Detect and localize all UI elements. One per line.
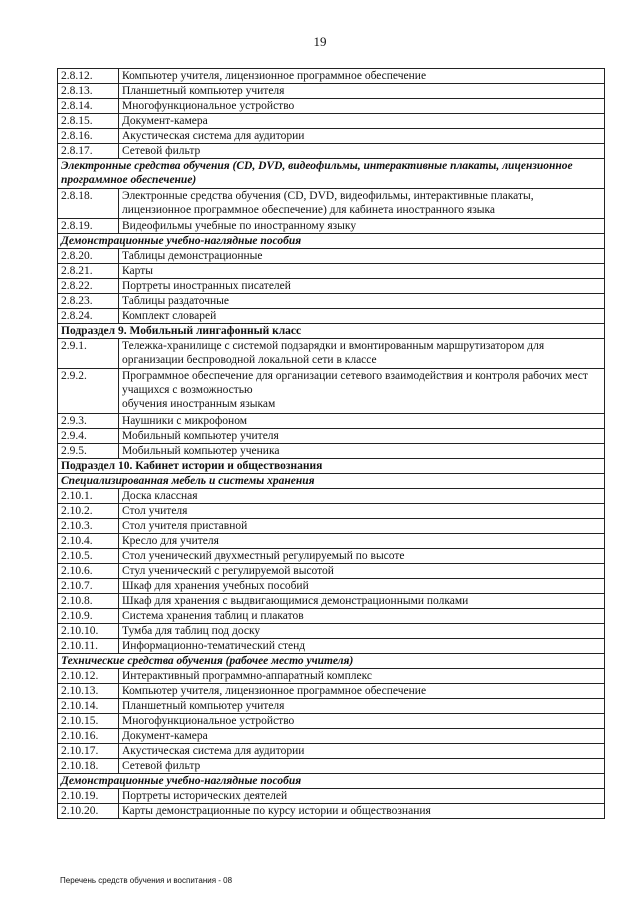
category-heading: Демонстрационные учебно-наглядные пособия [58,774,605,789]
item-text: Многофункциональное устройство [119,99,605,114]
item-text: Мобильный компьютер учителя [119,429,605,444]
item-code: 2.8.16. [58,129,119,144]
item-code: 2.10.17. [58,744,119,759]
subsection-heading: Подраздел 10. Кабинет истории и обществознания [58,459,605,474]
item-text: Компьютер учителя, лицензионное программное обеспечение [119,69,605,84]
item-text: Карты [119,264,605,279]
item-code: 2.8.18. [58,189,119,219]
item-text: Электронные средства обучения (CD, DVD, видеофильмы, интерактивные плакаты, лицензионное программное обеспечение) для кабинета иностранного языка [119,189,605,219]
item-text: Планшетный компьютер учителя [119,699,605,714]
item-code: 2.10.12. [58,669,119,684]
table-row [58,144,605,159]
item-text: Сетевой фильтр [119,759,605,774]
item-text: Портреты исторических деятелей [119,789,605,804]
item-code: 2.10.16. [58,729,119,744]
category-heading: Технические средства обучения (рабочее место учителя) [58,654,605,669]
item-code: 2.10.14. [58,699,119,714]
item-code: 2.10.2. [58,504,119,519]
item-text: Программное обеспечение для организации сетевого взаимодействия и контроля рабочих мест учащихся с возможностью обучения иностранным языкам [119,369,605,414]
item-code: 2.9.1. [58,339,119,369]
category-heading: Специализированная мебель и системы хранения [58,474,605,489]
item-text: Мобильный компьютер ученика [119,444,605,459]
item-text: Видеофильмы учебные по иностранному языку [119,219,605,234]
page-number: 19 [313,34,327,49]
table-row [58,414,605,429]
table-row [58,789,605,804]
table-row [58,339,605,369]
table-row [58,804,605,819]
item-code: 2.10.13. [58,684,119,699]
table-row [58,684,605,699]
table-row [58,639,605,654]
item-code: 2.10.19. [58,789,119,804]
section-header-row [58,654,605,669]
table-row [58,504,605,519]
subsection-heading: Подраздел 9. Мобильный лингафонный класс [58,324,605,339]
table-row [58,429,605,444]
item-text: Тумба для таблиц под доску [119,624,605,639]
item-text: Документ-камера [119,729,605,744]
item-code: 2.10.7. [58,579,119,594]
item-text: Информационно-тематический стенд [119,639,605,654]
table-row [58,624,605,639]
item-text: Стол учителя приставной [119,519,605,534]
table-row [58,219,605,234]
category-heading: Демонстрационные учебно-наглядные пособия [58,234,605,249]
table-row [58,669,605,684]
item-code: 2.10.9. [58,609,119,624]
item-code: 2.8.17. [58,144,119,159]
table-row [58,549,605,564]
equipment-table-body [58,69,605,819]
table-row [58,489,605,504]
item-text: Таблицы раздаточные [119,294,605,309]
item-text: Доска классная [119,489,605,504]
item-code: 2.9.3. [58,414,119,429]
item-code: 2.8.15. [58,114,119,129]
item-text: Стол ученический двухместный регулируемый по высоте [119,549,605,564]
item-text: Карты демонстрационные по курсу истории и обществознания [119,804,605,819]
item-code: 2.10.10. [58,624,119,639]
table-row [58,699,605,714]
item-code: 2.8.14. [58,99,119,114]
item-text: Интерактивный программно-аппаратный комплекс [119,669,605,684]
category-heading: Электронные средства обучения (CD, DVD, видеофильмы, интерактивные плакаты, лицензионное программное обеспечение) [58,159,605,189]
table-row [58,714,605,729]
item-code: 2.9.2. [58,369,119,414]
item-code: 2.10.3. [58,519,119,534]
table-row [58,564,605,579]
item-code: 2.8.21. [58,264,119,279]
item-code: 2.8.19. [58,219,119,234]
item-text: Документ-камера [119,114,605,129]
page-footer: Перечень средств обучения и воспитания - 08 [60,876,233,885]
item-text: Комплект словарей [119,309,605,324]
section-header-row [58,159,605,189]
table-row [58,249,605,264]
item-code: 2.10.5. [58,549,119,564]
table-row [58,189,605,219]
table-row [58,519,605,534]
item-text: Наушники с микрофоном [119,414,605,429]
item-code: 2.10.6. [58,564,119,579]
table-row [58,534,605,549]
item-text: Тележка-хранилище с системой подзарядки и вмонтированным маршрутизатором для организации беспроводной локальной сети в классе [119,339,605,369]
table-row [58,264,605,279]
section-header-row [58,474,605,489]
item-code: 2.8.22. [58,279,119,294]
item-text: Сетевой фильтр [119,144,605,159]
equipment-table [57,68,605,819]
table-row [58,729,605,744]
item-text: Многофункциональное устройство [119,714,605,729]
table-row [58,114,605,129]
item-text: Кресло для учителя [119,534,605,549]
section-header-row [58,234,605,249]
item-text: Портреты иностранных писателей [119,279,605,294]
table-row [58,279,605,294]
table-row [58,99,605,114]
item-text: Шкаф для хранения учебных пособий [119,579,605,594]
item-code: 2.10.18. [58,759,119,774]
item-code: 2.8.23. [58,294,119,309]
item-text: Стул ученический с регулируемой высотой [119,564,605,579]
item-text: Стол учителя [119,504,605,519]
item-code: 2.10.11. [58,639,119,654]
item-text: Таблицы демонстрационные [119,249,605,264]
table-row [58,744,605,759]
item-code: 2.10.8. [58,594,119,609]
item-text: Компьютер учителя, лицензионное программное обеспечение [119,684,605,699]
item-text: Система хранения таблиц и плакатов [119,609,605,624]
table-row [58,69,605,84]
item-code: 2.10.20. [58,804,119,819]
table-row [58,309,605,324]
item-code: 2.8.12. [58,69,119,84]
item-text: Акустическая система для аудитории [119,744,605,759]
table-row [58,579,605,594]
item-text: Акустическая система для аудитории [119,129,605,144]
item-code: 2.10.4. [58,534,119,549]
section-header-row [58,459,605,474]
section-header-row [58,774,605,789]
item-code: 2.8.13. [58,84,119,99]
table-row [58,129,605,144]
table-row [58,444,605,459]
table-row [58,594,605,609]
table-row [58,609,605,624]
table-row [58,369,605,414]
item-code: 2.10.1. [58,489,119,504]
item-text: Шкаф для хранения с выдвигающимися демонстрационными полками [119,594,605,609]
table-row [58,84,605,99]
item-code: 2.9.4. [58,429,119,444]
item-code: 2.9.5. [58,444,119,459]
table-row [58,294,605,309]
item-code: 2.8.20. [58,249,119,264]
item-code: 2.10.15. [58,714,119,729]
table-row [58,759,605,774]
item-text: Планшетный компьютер учителя [119,84,605,99]
item-code: 2.8.24. [58,309,119,324]
section-header-row [58,324,605,339]
